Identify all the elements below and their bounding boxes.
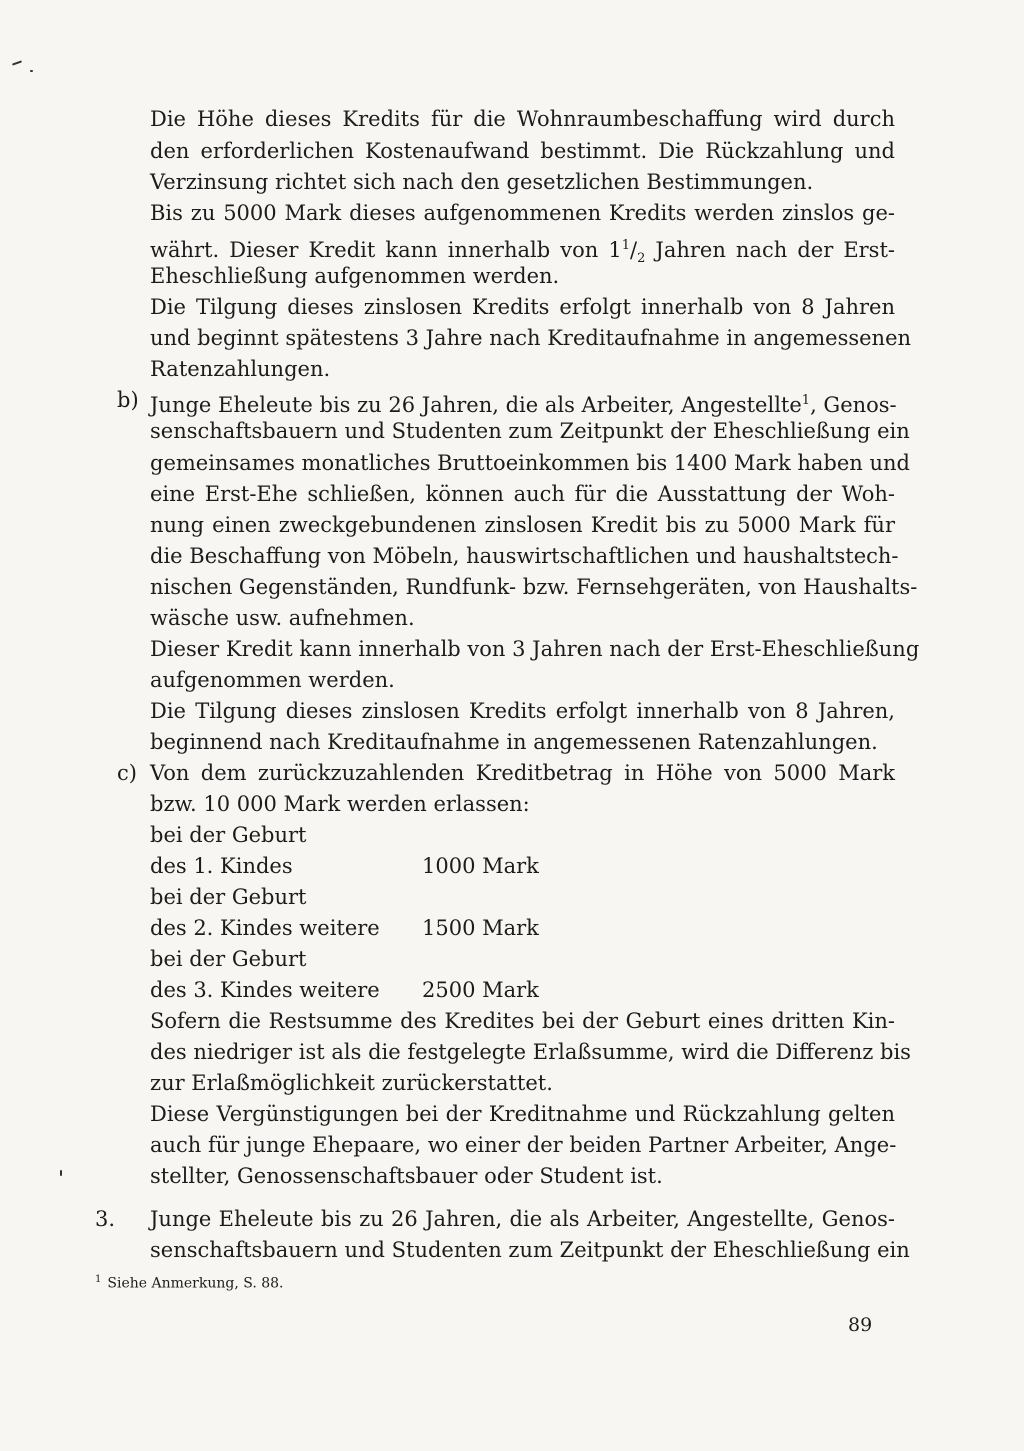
- text-line: die Beschaffung von Möbeln, hauswirtschaftlichen und haushaltstech-: [150, 544, 899, 568]
- text-line: Sofern die Restsumme des Kredites bei der Geburt eines dritten Kin-: [150, 1009, 895, 1033]
- scan-mark: [30, 70, 33, 72]
- text-line: währt. Dieser Kredit kann innerhalb von $1^1/_2$ Jahren nach der Erst-: [150, 238, 895, 267]
- text-line: Die Tilgung dieses zinslosen Kredits erfolgt innerhalb von 8 Jahren,: [150, 699, 895, 723]
- text-line: Eheschließung aufgenommen werden.: [150, 264, 560, 288]
- table-cell: bei der Geburt: [150, 947, 307, 971]
- text-line: Junge Eheleute bis zu 26 Jahren, die als Arbeiter, Angestellte$^1$, Genos-: [150, 393, 897, 417]
- text-line: zur Erlaßmöglichkeit zurückerstattet.: [150, 1071, 553, 1095]
- text-line: Die Höhe dieses Kredits für die Wohnraumbeschaffung wird durch: [150, 107, 895, 131]
- text-line: senschaftsbauern und Studenten zum Zeitpunkt der Eheschließung ein: [150, 1238, 910, 1262]
- footnote: $^1$ Siehe Anmerkung, S. 88.: [95, 1274, 284, 1292]
- table-cell: bei der Geburt: [150, 823, 307, 847]
- scan-mark: [12, 60, 22, 65]
- table-cell: bei der Geburt: [150, 885, 307, 909]
- text-line: nischen Gegenständen, Rundfunk- bzw. Fernsehgeräten, von Haushalts-: [150, 575, 918, 599]
- table-cell: des 2. Kindes weitere: [150, 916, 380, 940]
- table-amount: 1500 Mark: [422, 916, 539, 940]
- text-line: Von dem zurückzuzahlenden Kreditbetrag in Höhe von 5000 Mark: [150, 761, 895, 785]
- page-number: 89: [848, 1314, 873, 1336]
- text-line: Bis zu 5000 Mark dieses aufgenommenen Kredits werden zinslos ge-: [150, 201, 895, 225]
- text-line: Dieser Kredit kann innerhalb von 3 Jahren nach der Erst-Eheschließung: [150, 637, 920, 661]
- text-line: aufgenommen werden.: [150, 668, 395, 692]
- text-line: senschaftsbauern und Studenten zum Zeitpunkt der Eheschließung ein: [150, 419, 910, 443]
- text-line: Diese Vergünstigungen bei der Kreditnahme und Rückzahlung gelten: [150, 1102, 895, 1126]
- scan-mark: [60, 1170, 62, 1176]
- text-line: beginnend nach Kreditaufnahme in angemessenen Ratenzahlungen.: [150, 730, 878, 754]
- list-marker-b: b): [117, 388, 139, 412]
- list-marker-3: 3.: [95, 1207, 116, 1231]
- table-cell: des 1. Kindes: [150, 854, 293, 878]
- text-line: bzw. 10 000 Mark werden erlassen:: [150, 792, 530, 816]
- text-line: stellter, Genossenschaftsbauer oder Student ist.: [150, 1164, 663, 1188]
- text-line: auch für junge Ehepaare, wo einer der beiden Partner Arbeiter, Ange-: [150, 1133, 897, 1157]
- text-line: des niedriger ist als die festgelegte Erlaßsumme, wird die Differenz bis: [150, 1040, 911, 1064]
- table-amount: 1000 Mark: [422, 854, 539, 878]
- table-cell: des 3. Kindes weitere: [150, 978, 380, 1002]
- text-line: gemeinsames monatliches Bruttoeinkommen bis 1400 Mark haben und: [150, 451, 910, 475]
- table-amount: 2500 Mark: [422, 978, 539, 1002]
- text-line: Ratenzahlungen.: [150, 357, 331, 381]
- text-line: wäsche usw. aufnehmen.: [150, 606, 415, 630]
- text-line: nung einen zweckgebundenen zinslosen Kredit bis zu 5000 Mark für: [150, 513, 895, 537]
- list-marker-c: c): [117, 761, 137, 785]
- text-line: eine Erst-Ehe schließen, können auch für die Ausstattung der Woh-: [150, 482, 895, 506]
- text-line: Die Tilgung dieses zinslosen Kredits erfolgt innerhalb von 8 Jahren: [150, 295, 895, 319]
- text-line: Junge Eheleute bis zu 26 Jahren, die als Arbeiter, Angestellte, Genos-: [150, 1207, 895, 1231]
- text-line: Verzinsung richtet sich nach den gesetzlichen Bestimmungen.: [150, 170, 814, 194]
- text-line: und beginnt spätestens 3 Jahre nach Kreditaufnahme in angemessenen: [150, 326, 912, 350]
- text-line: den erforderlichen Kostenaufwand bestimmt. Die Rückzahlung und: [150, 139, 895, 163]
